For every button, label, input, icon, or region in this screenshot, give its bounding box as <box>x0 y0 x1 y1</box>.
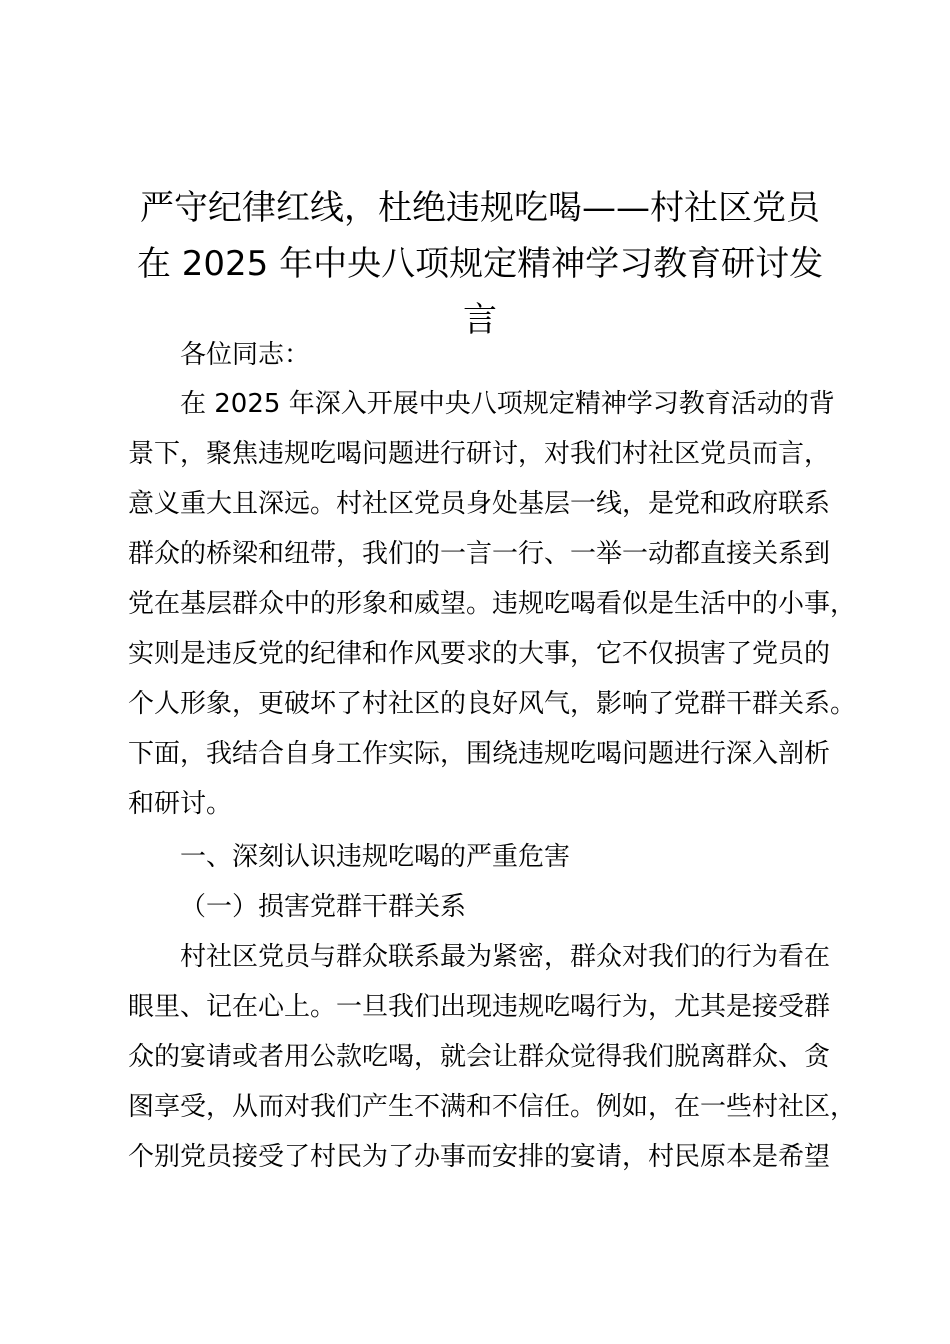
paragraph-line: 意义重大且深远。村社区党员身处基层一线，是党和政府联系 <box>128 489 831 519</box>
subsection-heading: （一）损害党群干群关系 <box>180 892 467 922</box>
paragraph-intro <box>128 379 857 829</box>
paragraph-relations <box>128 932 857 1182</box>
paragraph-line: 图享受，从而对我们产生不满和不信任。例如，在一些村社区， <box>128 1092 857 1122</box>
title-line: 在 2025 年中央八项规定精神学习教育研讨发 <box>136 244 824 284</box>
section-heading: 一、深刻认识违规吃喝的严重危害 <box>180 842 571 872</box>
paragraph-line: 景下，聚焦违规吃喝问题进行研讨，对我们村社区党员而言， <box>128 439 831 469</box>
title-line: 严守纪律红线，杜绝违规吃喝——村社区党员 <box>140 188 820 228</box>
paragraph-line: 党在基层群众中的形象和威望。违规吃喝看似是生活中的小事， <box>128 589 857 619</box>
paragraph-line: 村社区党员与群众联系最为紧密，群众对我们的行为看在 <box>180 942 831 972</box>
paragraph-line: 个别党员接受了村民为了办事而安排的宴请，村民原本是希望 <box>128 1142 831 1172</box>
salutation: 各位同志： <box>180 340 311 370</box>
paragraph-line: 个人形象，更破坏了村社区的良好风气，影响了党群干群关系。 <box>128 689 857 719</box>
paragraph-line: 眼里、记在心上。一旦我们出现违规吃喝行为，尤其是接受群 <box>128 992 831 1022</box>
paragraph-line: 群众的桥梁和纽带，我们的一言一行、一举一动都直接关系到 <box>128 539 831 569</box>
paragraph-line: 在 2025 年深入开展中央八项规定精神学习教育活动的背 <box>180 389 835 419</box>
paragraph-line: 众的宴请或者用公款吃喝，就会让群众觉得我们脱离群众、贪 <box>128 1042 831 1072</box>
document-title <box>120 180 840 348</box>
paragraph-line: 和研讨。 <box>128 789 233 819</box>
document-body <box>128 332 857 1182</box>
title-line: 言 <box>463 300 497 340</box>
paragraph-line: 下面，我结合自身工作实际，围绕违规吃喝问题进行深入剖析 <box>128 739 831 769</box>
paragraph-line: 实则是违反党的纪律和作风要求的大事，它不仅损害了党员的 <box>128 639 831 669</box>
